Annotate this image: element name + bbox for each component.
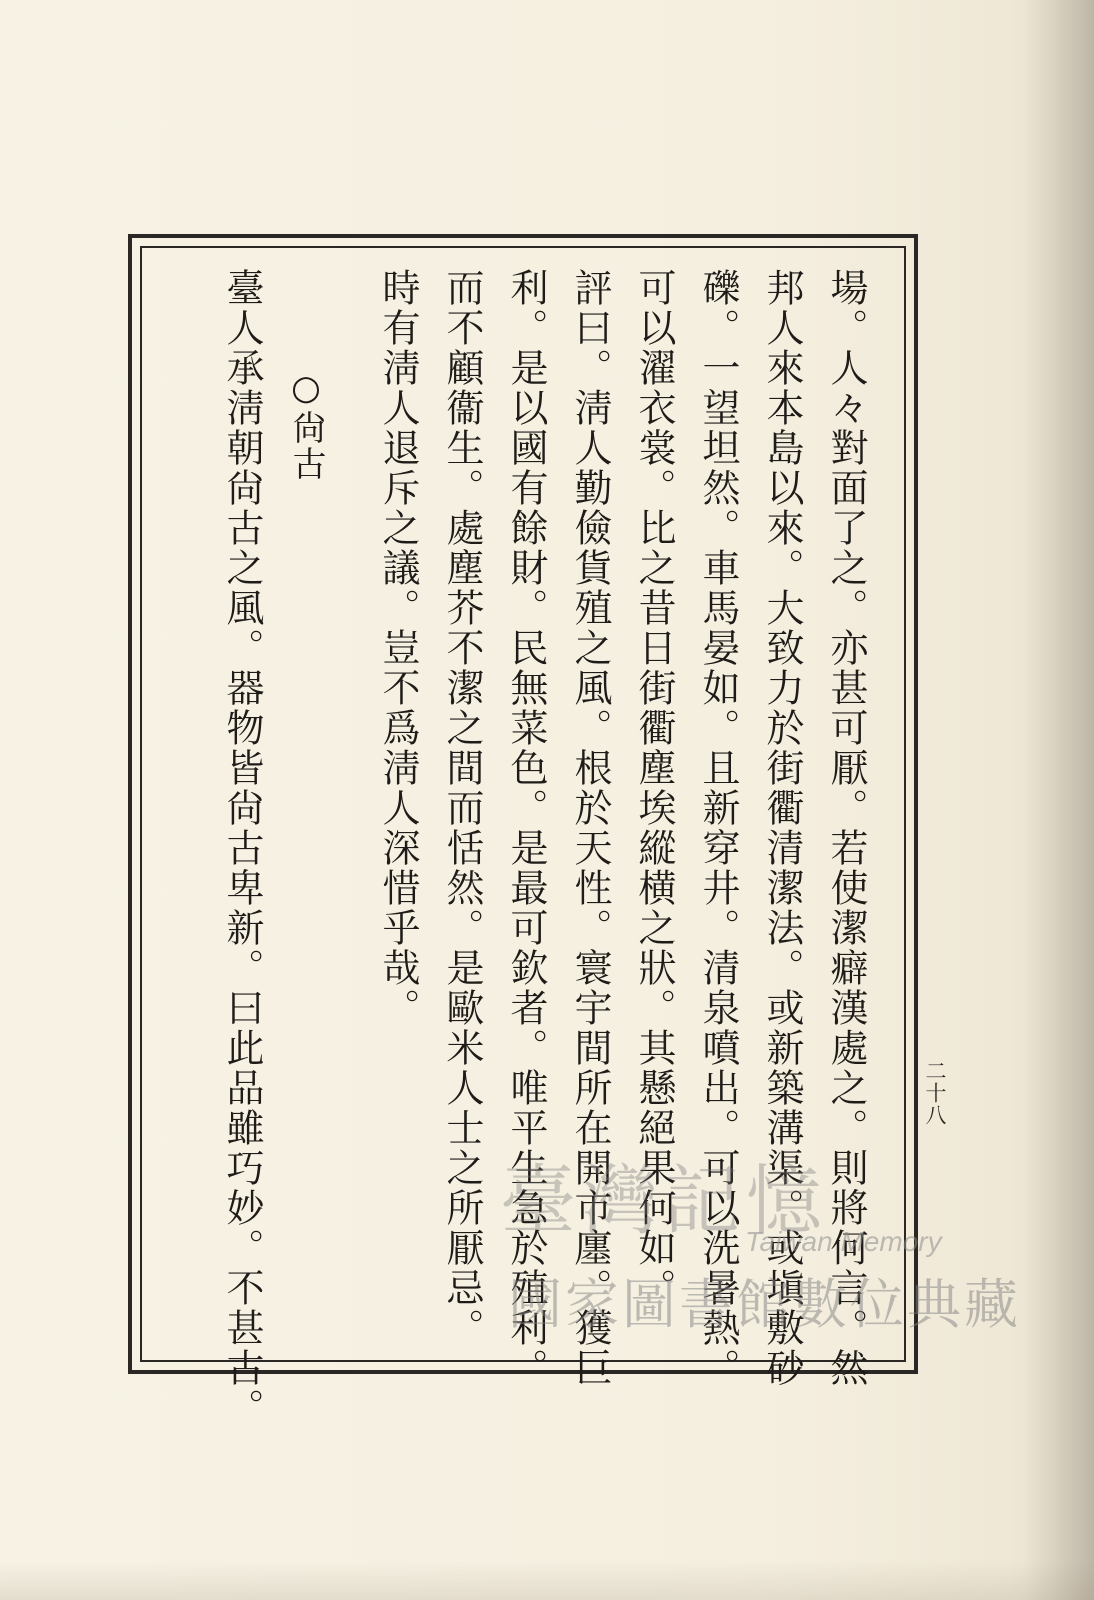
section-body-column: 臺人承淸朝尙古之風。器物皆尙古卑新。曰此品雖巧妙。不甚古。	[220, 268, 264, 1428]
text-column: 利。是以國有餘財。民無菜色。是最可欽者。唯平生急於殖利。	[504, 268, 548, 1388]
column-gap	[342, 268, 362, 1348]
page-bottom-shadow	[0, 1560, 1094, 1600]
page-edge-shadow	[1024, 0, 1094, 1600]
watermark-english: Taiwan Memory	[745, 1226, 942, 1257]
page-number: 二十八	[923, 1060, 947, 1126]
section-heading: ○尙古	[286, 368, 326, 482]
text-column: 而不顧衞生。處塵芥不潔之間而恬然。是歐米人士之所厭忌。	[440, 268, 484, 1348]
text-column: 評曰。淸人勤儉貨殖之風。根於天性。寰宇間所在開市廛。獲巨	[568, 268, 612, 1388]
text-column: 場。人々對面了之。亦甚可厭。若使潔癖漢處之。則將何言。然	[824, 268, 868, 1388]
text-column: 時有淸人退斥之議。豈不爲淸人深惜乎哉。	[376, 268, 420, 1028]
text-column: 可以濯衣裳。比之昔日街衢塵埃縱横之狀。其懸絕果何如。	[632, 268, 676, 1308]
text-column: 邦人來本島以來。大致力於街衢清潔法。或新築溝渠。或塡敷砂	[760, 268, 804, 1388]
watermark-organization: 國家圖書館數位典藏	[508, 1273, 1021, 1336]
text-column: 礫。一望坦然。車馬晏如。且新穿井。清泉噴出。可以洗暑熱。	[696, 268, 740, 1388]
watermark-logo-text: 臺灣記憶	[500, 1156, 828, 1245]
